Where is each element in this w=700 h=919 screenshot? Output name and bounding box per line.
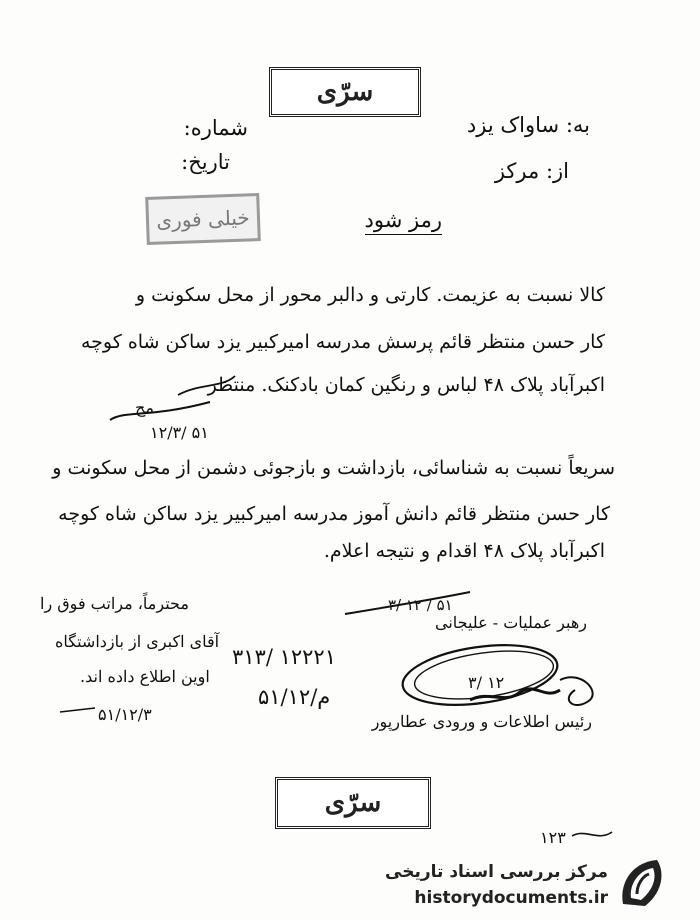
left-note-line2: آقای اکبری از بازداشتگاه: [55, 632, 220, 651]
paragraph2-line3: اکبرآباد پلاک ۴۸ اقدام و نتیجه اعلام.: [323, 540, 605, 562]
paragraph2-line2: کار حسن منتظر قائم دانش آموز مدرسه امیرکبیر یزد ساکن شاه کوچه: [58, 503, 610, 525]
subject-line: رمز شود: [365, 208, 442, 235]
annotation1-initial: مح: [135, 398, 154, 417]
operations-head-line: رهبر عملیات - علیجانی: [434, 613, 587, 632]
intelligence-head-line: رئیس اطلاعات و ورودی عطارپور: [371, 712, 592, 731]
archive-logo-icon: [615, 852, 671, 912]
paragraph1-line3: اکبرآباد پلاک ۴۸ لباس و رنگین کمان بادکنک. منتظر: [207, 374, 605, 396]
urgent-stamp: خیلی فوری: [145, 193, 261, 245]
left-note-date: ۵۱/۱۲/۳: [98, 705, 152, 724]
footer-url: historydocuments.ir: [414, 888, 608, 908]
annotation1-hook: [110, 402, 210, 420]
footer-title-fa: مرکز بررسی اسناد تاریخی: [385, 862, 608, 882]
paragraph2-line1: سریعاً نسبت به شناسائی، بازداشت و بازجوئی دشمن از محل سکونت و: [52, 457, 615, 479]
right-date1: ۳/ ۱۲ / ۵۱: [388, 596, 453, 614]
left-note-line1: محترماً، مراتب فوق را: [40, 594, 189, 613]
center-date: ۵۱/۱۲/م: [258, 685, 331, 709]
bottom-secret-stamp: سرّی: [275, 777, 431, 829]
top-secret-stamp: سرّی: [269, 67, 421, 117]
number-label: شماره:: [183, 116, 248, 140]
left-date-dash: [60, 708, 95, 712]
bottom-initial: ۱۲۳: [540, 828, 566, 847]
recipient-line: به: ساواک یزد: [466, 113, 590, 137]
signature-scrawl: ۳/ ۱۲: [468, 673, 505, 692]
center-reference: ۳۱۳/ ۱۲۲۲۱: [232, 645, 336, 669]
annotation1-date: ۱۲/۳/ ۵۱: [150, 423, 209, 442]
paragraph1-line2: کار حسن منتظر قائم پرسش مدرسه امیرکبیر یزد ساکن شاه کوچه: [80, 331, 605, 353]
sender-line: از: مرکز: [494, 159, 569, 183]
paragraph1-line1: کالا نسبت به عزیمت. کارتی و دالبر محور از محل سکونت و: [135, 284, 605, 306]
signature-loop: [560, 677, 593, 705]
date-label: تاریخ:: [181, 150, 230, 174]
bottom-squiggle: [572, 832, 612, 836]
left-note-line3: اوین اطلاع داده اند.: [80, 667, 210, 686]
